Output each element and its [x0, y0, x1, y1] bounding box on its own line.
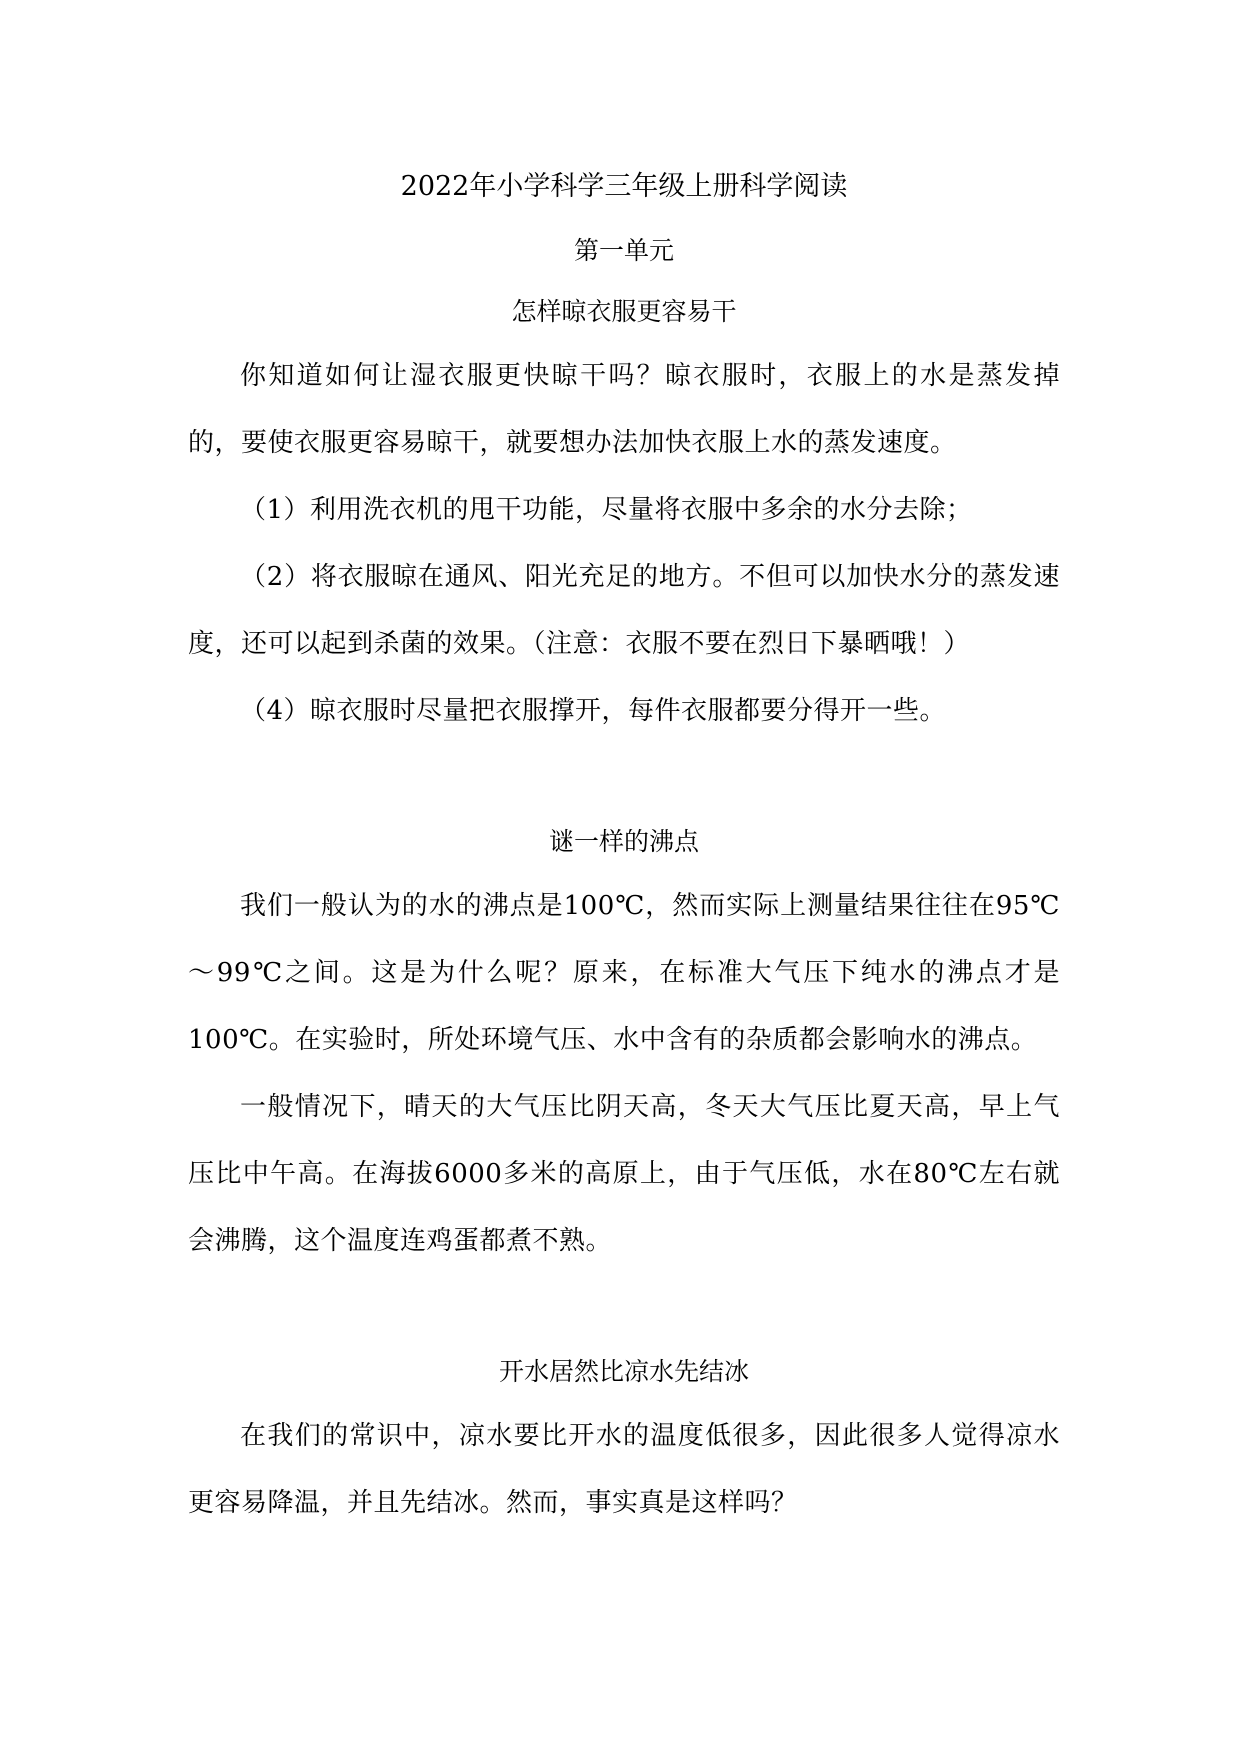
paragraph: （2）将衣服晾在通风、阳光充足的地方。不但可以加快水分的蒸发速度，还可以起到杀菌的效果。（注意：衣服不要在烈日下暴晒哦！）: [188, 562, 1060, 659]
paragraph: 你知道如何让湿衣服更快晾干吗？晾衣服时，衣服上的水是蒸发掉的，要使衣服更容易晾干，就要想办法加快衣服上水的蒸发速度。: [188, 361, 1060, 458]
article-title: 开水居然比凉水先结冰: [498, 1357, 749, 1386]
paragraph: （1）利用洗衣机的甩干功能，尽量将衣服中多余的水分去除；: [240, 495, 973, 525]
article-title: 谜一样的沸点: [548, 827, 699, 856]
article-boiling-point: [188, 815, 1060, 1275]
article-body: [188, 1403, 1060, 1537]
article-body: [188, 343, 1060, 745]
document-page: [188, 160, 1060, 1537]
paragraph: 一般情况下，晴天的大气压比阴天高，冬天大气压比夏天高，早上气压比中午高。在海拔6000多米的高原上，由于气压低，水在80℃左右就会沸腾，这个温度连鸡蛋都煮不熟。: [188, 1092, 1060, 1256]
article-body: [188, 873, 1060, 1275]
article-title: 怎样晾衣服更容易干: [511, 297, 737, 326]
paragraph: （4）晾衣服时尽量把衣服撑开，每件衣服都要分得开一些。: [240, 696, 947, 726]
unit-heading: 第一单元: [573, 236, 674, 265]
document-title: 2022年小学科学三年级上册科学阅读: [400, 171, 848, 202]
paragraph: 我们一般认为的水的沸点是100℃，然而实际上测量结果往往在95℃～99℃之间。这是为什么呢？原来，在标准大气压下纯水的沸点才是100℃。在实验时，所处环境气压、水中含有的杂质都会影响水的沸点。: [188, 891, 1060, 1055]
article-hot-water-freezes: [188, 1345, 1060, 1537]
article-laundry-drying: [188, 285, 1060, 745]
paragraph: 在我们的常识中，凉水要比开水的温度低很多，因此很多人觉得凉水更容易降温，并且先结冰。然而，事实真是这样吗？: [188, 1421, 1060, 1518]
